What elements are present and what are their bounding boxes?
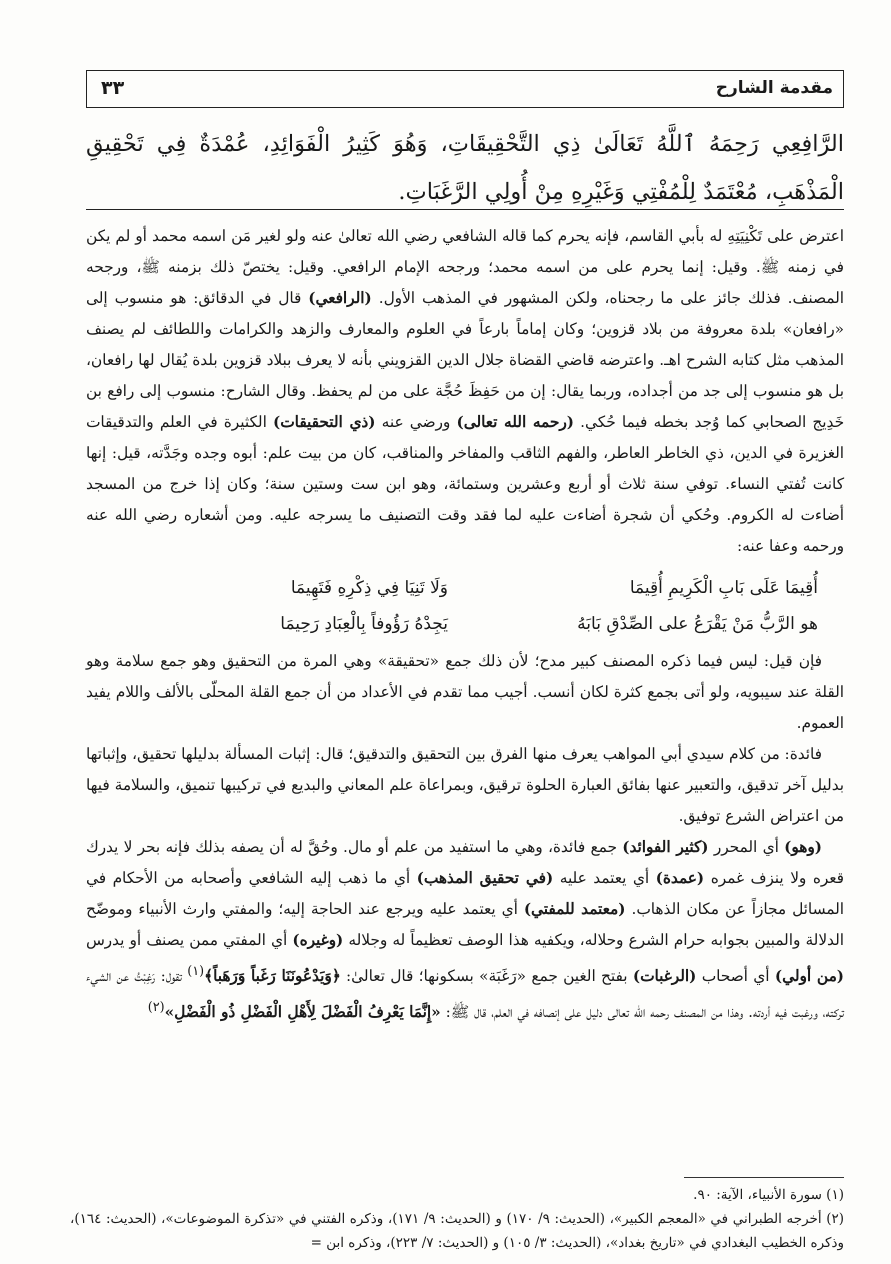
footnote-ref-2[interactable]: (٢) bbox=[147, 1000, 165, 1016]
text-run: أي أصحاب bbox=[696, 967, 775, 986]
footnote-divider bbox=[684, 1177, 844, 1178]
commentary-paragraph-3: فائدة: من كلام سيدي أبي المواهب يعرف منها الفرق بين التحقيق والتدقيق؛ قال: إثبات المسألة بدليلها تحقيق، وإثباتها بدليل آخر تدقيق، والتعبير عنها بفائق العبارة الحلوة ترقيق، وبمراعاة علم المعاني والبديع في تركيبها تنميق، والسلامة فيها من اعتراض الشرع توفيق. bbox=[86, 745, 844, 825]
text-run: أي المحرر bbox=[708, 838, 785, 856]
poem-hemistich-left: يَجِدْهُ رَؤُوفاً بِالْعِبَادِ رَحِيمَا bbox=[280, 614, 448, 634]
poem bbox=[86, 570, 844, 642]
matn-divider bbox=[86, 209, 844, 210]
bold-term: (عمدة) bbox=[655, 869, 705, 887]
bold-term: (وهو) bbox=[784, 838, 822, 856]
bold-term: (ذي التحقيقات) bbox=[273, 413, 376, 431]
bold-term: (رحمه الله تعالى) bbox=[456, 413, 574, 431]
text-run: أي يعتمد عليه ويرجع عند الحاجة إليه؛ والمفتي وارث الأنبياء وموضّح الدلالة والمبين بجوابه حرام الشرع وحلاله، ويكفيه هذا الوصف تعظيماً له وجلاله bbox=[86, 900, 844, 949]
poem-hemistich-right: أُقِيمَا عَلَى بَابِ الْكَرِيمِ أُقِيمَا bbox=[629, 578, 818, 598]
hadith-quote: «إِنَّمَا يَعْرِفُ الْفَضْلَ لِأَهْلِ الْفَضْلِ ذُو الْفَضْلِ» bbox=[164, 1003, 441, 1022]
bold-term: (وغيره) bbox=[292, 931, 344, 949]
text-run: بفتح الغين جمع «رَغَبَة» بسكونها؛ قال تعالىٰ: bbox=[340, 967, 633, 986]
bold-term: (كثير الفوائد) bbox=[622, 838, 709, 856]
page-number: ٣٣ bbox=[101, 77, 125, 99]
text-run: أي المفتي ممن يصنف أو يدرس bbox=[86, 931, 293, 949]
poem-hemistich-left: وَلَا تَنِيَا فِي ذِكْرِهِ فَتَهِيمَا bbox=[290, 578, 448, 598]
bold-term: (في تحقيق المذهب) bbox=[416, 869, 554, 887]
bold-term: (معتمد للمفتي) bbox=[523, 900, 626, 918]
commentary-paragraph-2: فإن قيل: ليس فيما ذكره المصنف كبير مدح؛ لأن ذلك جمع «تحقيقة» وهي المرة من التحقيق وهو جمع سلامة وهو القلة عند سيبويه، ولو أتى بجمع كثرة لكان أنسب. أجيب مما تقدم في الأعداد من أن جمع القلة المحلّى بالألف واللام يفيد العموم. bbox=[86, 652, 844, 732]
footnote-2: (٢) أخرجه الطبراني في «المعجم الكبير»، (الحديث: ٩/ ١٧٠) و (الحديث: ٩/ ١٧١)، وذكره الفتني في «تذكرة الموضوعات»، (الحديث: ١٦٤)، وذكره الخطيب البغدادي في «تاريخ بغداد»، (الحديث: ٣/ ١٠٥) و (الحديث: ٧/ ٢٢٣)، وذكره ابن = bbox=[70, 1211, 845, 1251]
commentary-paragraph-4 bbox=[86, 832, 844, 1028]
poem-hemistich-right: هو الرَّبُّ مَنْ يَقْرَعُ على الصِّدْقِ بَابَهُ bbox=[577, 614, 818, 634]
text-run: اعترض على تَكْنِيَتِهِ له بأبي القاسم، فإنه يحرم كما قاله الشافعي رضي الله تعالىٰ عنه ولو لغير مَن اسمه محمد أو لم يكن في زمنه ﷺ. وقيل: إنما يحرم على من اسمه محمد؛ ورجحه الإمام الرافعي. وقيل: يختصّ ذلك بزمنه ﷺ، ورجحه المصنف. فذلك جائز على ما رجحناه، ولكن المشهور في المذهب الأول. bbox=[86, 227, 844, 307]
text-run: أي يعتمد عليه bbox=[553, 869, 656, 887]
footnote-1: (١) سورة الأنبياء، الآية: ٩٠. bbox=[693, 1187, 844, 1203]
running-header bbox=[86, 70, 844, 108]
text-run: الكثيرة في العلم والتدقيقات الغزيرة في الدين، ذي الخاطر العاطر، والفهم الثاقب والمفاخر والمناقب، كان من بيت علم: أبوه وجده وجَدَّته، قيل: إنها كانت تُفتي النساء. توفي سنة ثلاث أو أربع وعشرين وستمائة، وهو ابن ست وستين سنة؛ وكان إذا خرج من المسجد أضاءت له الكروم. وحُكي أن شجرة أضاءت عليه لما فقد وقت التصنيف ما يسرجه عليه. ومن أشعاره رضي الله عنه ورحمه وعفا عنه: bbox=[86, 413, 844, 555]
text-run: أي ما ذهب إليه الشافعي وأصحابه من الأحكام في المسائل مجازاً عن مكان الذهاب. bbox=[86, 869, 844, 918]
quran-quote: ﴿وَيَدْعُونَنَا رَغَباً وَرَهَباً﴾ bbox=[204, 967, 341, 986]
poem-verse bbox=[86, 570, 844, 606]
bold-term: (الرافعي) bbox=[308, 289, 372, 307]
text-run: قال في الدقائق: هو منسوب إلى «رافعان» بلدة معروفة من بلاد قزوين؛ وكان إماماً بارعاً في العلوم والمعارف والزهد والكرامات واللطائف لم يصنف المذهب مثل كتابه الشرح اهـ. واعترضه قاضي القضاة جلال الدين القزويني بأنه لا يعرف ببلاد قزوين بلدة يُقال لها رافعان، بل هو منسوب إلى جد من أجداده، وربما يقال: إن من حَفِظَ حُجَّة على من لم يحفظ. وقال الشارح: منسوب إلى رافع بن خَدِيج الصحابي كما وُجد بخطه فيما حُكي. bbox=[86, 289, 845, 431]
text-run: جمع فائدة، وهي ما استفيد من علم أو مال. وحُقَّ له أن يصفه بذلك فإنه بحر لا يدرك قعره ولا ينزف غمره bbox=[86, 838, 844, 887]
poem-verse bbox=[86, 606, 844, 642]
text-run: تقول: رَغِبْتُ عن الشيء تركته، ورغبت فيه أردته. وهذا من المصنف رحمه الله تعالى دليل على إنصافه في العلم، قال ﷺ: bbox=[86, 967, 844, 1022]
footnote-ref-1[interactable]: (١) bbox=[187, 964, 205, 979]
matn-text: الرَّافِعِي رَحِمَهُ ٱللَّهُ تَعَالَىٰ ذِي التَّحْقِيقَاتِ، وَهُوَ كَثِيرُ الْفَوَائِدِ، عُمْدَةٌ فِي تَحْقِيقِ الْمَذْهَبِ، مُعْتَمَدٌ لِلْمُفْتِي وَغَيْرِهِ مِنْ أُولِي الرَّغَبَاتِ. bbox=[86, 131, 844, 205]
chapter-title: مقدمة الشارح bbox=[715, 78, 833, 98]
commentary-paragraph-1 bbox=[86, 221, 844, 562]
bold-term: (الرغبات) bbox=[632, 967, 697, 986]
text-run: ورضي عنه bbox=[375, 413, 457, 431]
footnotes bbox=[70, 1183, 844, 1255]
bold-term: (من أولي) bbox=[774, 967, 844, 986]
commentary bbox=[86, 221, 844, 1028]
